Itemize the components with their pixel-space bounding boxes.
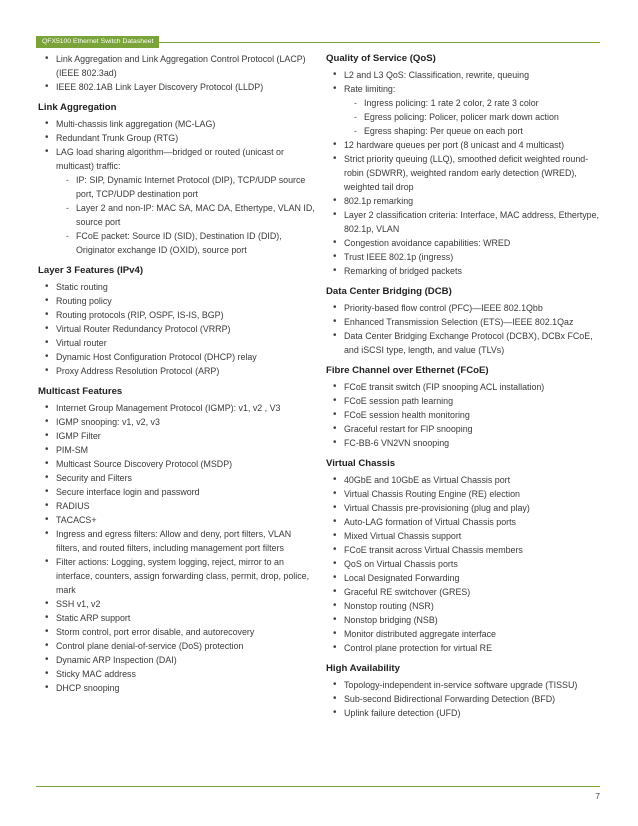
list-item: • Proxy Address Resolution Protocol (ARP)	[38, 364, 316, 378]
list-item: • Control plane protection for virtual RE	[326, 641, 602, 655]
list-item: • Local Designated Forwarding	[326, 571, 602, 585]
list-item: • Dynamic ARP Inspection (DAI)	[38, 653, 316, 667]
list-item: • LAG load sharing algorithm—bridged or routed (unicast or multicast) traffic:	[38, 145, 316, 173]
list-item: • Static ARP support	[38, 611, 316, 625]
list-item: • Multi-chassis link aggregation (MC-LAG)	[38, 117, 316, 131]
list-item: • DHCP snooping	[38, 681, 316, 695]
list-item: • IGMP snooping: v1, v2, v3	[38, 415, 316, 429]
list-item: • Dynamic Host Configuration Protocol (DHCP) relay	[38, 350, 316, 364]
sub-list-item: - Egress policing: Policer, policer mark down action	[326, 110, 602, 124]
bullet-list	[326, 68, 602, 278]
list-item: • Secure interface login and password	[38, 485, 316, 499]
bullet-list	[38, 52, 316, 94]
list-item: • Sub-second Bidirectional Forwarding Detection (BFD)	[326, 692, 602, 706]
list-item: • Uplink failure detection (UFD)	[326, 706, 602, 720]
list-item: • IEEE 802.1AB Link Layer Discovery Protocol (LLDP)	[38, 80, 316, 94]
list-item: • Sticky MAC address	[38, 667, 316, 681]
sub-list-item: - Egress shaping: Per queue on each port	[326, 124, 602, 138]
left-column	[38, 52, 316, 695]
section-heading: Multicast Features	[38, 386, 123, 397]
list-item: • SSH v1, v2	[38, 597, 316, 611]
list-item: • PIM-SM	[38, 443, 316, 457]
list-item: • Graceful RE switchover (GRES)	[326, 585, 602, 599]
list-item: • FCoE transit switch (FIP snooping ACL installation)	[326, 380, 602, 394]
list-item: • Filter actions: Logging, system logging, reject, mirror to an interface, counters, assign forwarding class, permit, drop, police, mark	[38, 555, 316, 597]
bullet-list	[326, 301, 602, 357]
list-item: • Link Aggregation and Link Aggregation Control Protocol (LACP) (IEEE 802.3ad)	[38, 52, 316, 80]
section-heading: Link Aggregation	[38, 102, 117, 113]
list-item: • Congestion avoidance capabilities: WRED	[326, 236, 602, 250]
list-item: • IGMP Filter	[38, 429, 316, 443]
list-item: • Enhanced Transmission Selection (ETS)—IEEE 802.1Qaz	[326, 315, 602, 329]
list-item: • Control plane denial-of-service (DoS) protection	[38, 639, 316, 653]
list-item: • Routing policy	[38, 294, 316, 308]
list-item: • Virtual Chassis Routing Engine (RE) election	[326, 487, 602, 501]
bullet-list	[326, 678, 602, 720]
sub-list-item: - Ingress policing: 1 rate 2 color, 2 rate 3 color	[326, 96, 602, 110]
list-item: • 802.1p remarking	[326, 194, 602, 208]
list-item: • RADIUS	[38, 499, 316, 513]
footer-rule	[36, 786, 600, 787]
right-column	[326, 52, 602, 720]
sub-list-item: - Layer 2 and non-IP: MAC SA, MAC DA, Ethertype, VLAN ID, source port	[38, 201, 316, 229]
list-item: • Ingress and egress filters: Allow and deny, port filters, VLAN filters, and routed filters, including management port filters	[38, 527, 316, 555]
section-heading: Layer 3 Features (IPv4)	[38, 265, 144, 276]
list-item: • Multicast Source Discovery Protocol (MSDP)	[38, 457, 316, 471]
sub-list-item: - IP: SIP, Dynamic Internet Protocol (DIP), TCP/UDP source port, TCP/UDP destination port	[38, 173, 316, 201]
section-heading: Virtual Chassis	[326, 458, 396, 469]
list-item: • Internet Group Management Protocol (IGMP): v1, v2 , V3	[38, 401, 316, 415]
list-item: • FC-BB-6 VN2VN snooping	[326, 436, 602, 450]
list-item: • Routing protocols (RIP, OSPF, IS-IS, BGP)	[38, 308, 316, 322]
list-item: • 12 hardware queues per port (8 unicast and 4 multicast)	[326, 138, 602, 152]
section-heading: Fibre Channel over Ethernet (FCoE)	[326, 365, 489, 376]
list-item: • QoS on Virtual Chassis ports	[326, 557, 602, 571]
bullet-list	[326, 473, 602, 655]
section-heading: High Availability	[326, 663, 400, 674]
document-tag: QFX5100 Ethernet Switch Datasheet	[36, 36, 159, 48]
bullet-list	[38, 117, 316, 257]
list-item: • L2 and L3 QoS: Classification, rewrite, queuing	[326, 68, 602, 82]
list-item: • Nonstop bridging (NSB)	[326, 613, 602, 627]
list-item: • 40GbE and 10GbE as Virtual Chassis port	[326, 473, 602, 487]
bullet-list	[38, 280, 316, 378]
list-item: • FCoE transit across Virtual Chassis members	[326, 543, 602, 557]
bullet-list	[38, 401, 316, 695]
list-item: • Monitor distributed aggregate interface	[326, 627, 602, 641]
list-item: • Security and Filters	[38, 471, 316, 485]
list-item: • TACACS+	[38, 513, 316, 527]
sub-list-item: - FCoE packet: Source ID (SID), Destination ID (DID), Originator exchange ID (OXID), source port	[38, 229, 316, 257]
section-heading: Data Center Bridging (DCB)	[326, 286, 452, 297]
page-number: 7	[595, 791, 600, 801]
section-heading: Quality of Service (QoS)	[326, 53, 436, 64]
list-item: • FCoE session health monitoring	[326, 408, 602, 422]
list-item: • Strict priority queuing (LLQ), smoothed deficit weighted round-robin (SDWRR), weighted random early detection (WRED), weighted tail drop	[326, 152, 602, 194]
list-item: • Static routing	[38, 280, 316, 294]
list-item: • Trust IEEE 802.1p (ingress)	[326, 250, 602, 264]
list-item: • Priority-based flow control (PFC)—IEEE 802.1Qbb	[326, 301, 602, 315]
list-item: • Graceful restart for FIP snooping	[326, 422, 602, 436]
list-item: • Virtual Chassis pre-provisioning (plug and play)	[326, 501, 602, 515]
list-item: • Virtual router	[38, 336, 316, 350]
list-item: • Auto-LAG formation of Virtual Chassis ports	[326, 515, 602, 529]
list-item: • FCoE session path learning	[326, 394, 602, 408]
list-item: • Layer 2 classification criteria: Interface, MAC address, Ethertype, 802.1p, VLAN	[326, 208, 602, 236]
list-item: • Data Center Bridging Exchange Protocol (DCBX), DCBx FCoE, and iSCSI type, length, and value (TLVs)	[326, 329, 602, 357]
list-item: • Redundant Trunk Group (RTG)	[38, 131, 316, 145]
list-item: • Remarking of bridged packets	[326, 264, 602, 278]
list-item: • Virtual Router Redundancy Protocol (VRRP)	[38, 322, 316, 336]
list-item: • Storm control, port error disable, and autorecovery	[38, 625, 316, 639]
list-item: • Rate limiting:	[326, 82, 602, 96]
list-item: • Mixed Virtual Chassis support	[326, 529, 602, 543]
bullet-list	[326, 380, 602, 450]
list-item: • Topology-independent in-service software upgrade (TISSU)	[326, 678, 602, 692]
list-item: • Nonstop routing (NSR)	[326, 599, 602, 613]
